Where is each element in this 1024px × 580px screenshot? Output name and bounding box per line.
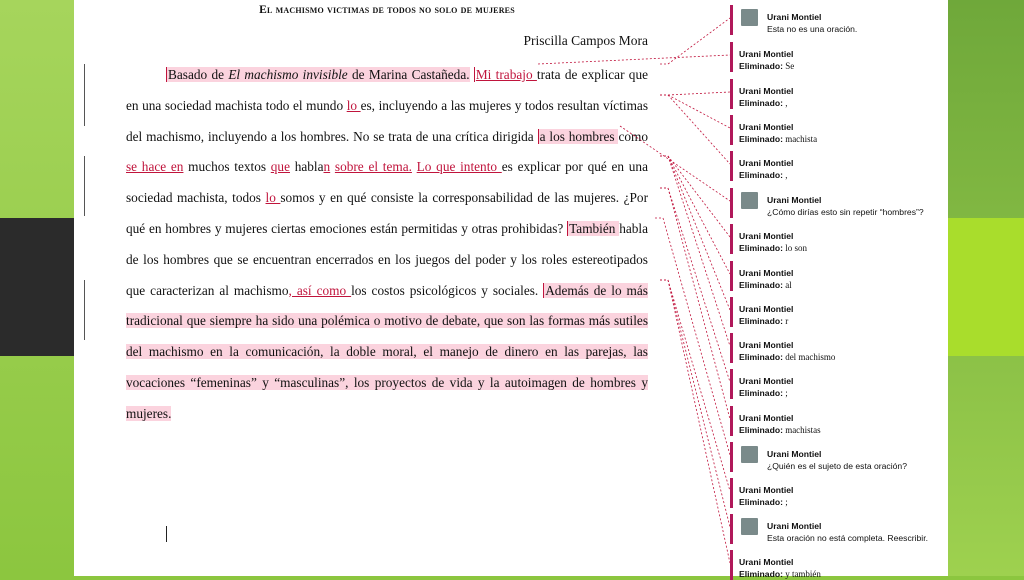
commented-text: a los hombres [539, 128, 619, 144]
comment-author: Urani Montiel [739, 122, 794, 132]
comment-text [767, 207, 924, 217]
commented-text: También [569, 220, 620, 236]
deletion-label: Eliminado: [739, 61, 783, 71]
body-text: somos y en qué consiste la corresponsabilidad de las mujeres. ¿Por qué en hombres y mujeres ciertas emociones están permitidas y otras prohibidas? [126, 190, 649, 236]
deletion-label: Eliminado: [739, 316, 783, 326]
comment-body: ¿Quién es el sujeto de esta oración? [767, 461, 907, 471]
deletion-label: Eliminado: [739, 170, 783, 180]
deletion-balloon[interactable] [730, 224, 951, 254]
comment-pane [730, 0, 948, 579]
deletion-balloon[interactable] [730, 79, 951, 109]
deleted-text: , [782, 98, 788, 108]
body-text: es, incluyendo a las mujeres y todos resultan víctimas del machismo, incluyendo a los hombres. No se trata de una crítica dirigida [126, 97, 649, 144]
comment-author: Urani Montiel [739, 231, 794, 241]
deleted-text: al [782, 280, 792, 290]
deletion-label: Eliminado: [739, 98, 783, 108]
body-text: como [618, 128, 649, 144]
comment-author: Urani Montiel [767, 195, 822, 205]
body-text: habla [289, 159, 324, 175]
tracked-insertion: Mi trabajo [475, 67, 537, 82]
body-text: es explicar por qué en una sociedad machista, todos [126, 159, 648, 206]
comment-text [739, 280, 792, 290]
comment-balloon[interactable] [730, 442, 951, 472]
deletion-balloon[interactable] [730, 42, 951, 72]
comment-author: Urani Montiel [767, 12, 822, 22]
comment-author: Urani Montiel [739, 340, 794, 350]
avatar [741, 518, 758, 535]
commented-text: Basado de [168, 67, 229, 82]
comment-body: Esta oración no está completa. Reescribir. [767, 533, 928, 543]
comment-author: Urani Montiel [739, 304, 794, 314]
comment-author: Urani Montiel [739, 49, 794, 59]
comment-text [739, 170, 787, 180]
slide-band-green [948, 218, 1024, 356]
commented-text: de Marina Castañeda. [347, 67, 470, 82]
comment-author: Urani Montiel [739, 485, 794, 495]
deletion-balloon[interactable] [730, 333, 951, 363]
deletion-label: Eliminado: [739, 388, 783, 398]
comment-text [767, 533, 928, 543]
deleted-text: ; [782, 497, 788, 507]
comment-text [767, 461, 907, 471]
comment-author: Urani Montiel [767, 521, 822, 531]
deletion-label: Eliminado: [739, 497, 783, 507]
body-text: los costos psicológicos y sociales. [351, 282, 544, 298]
deletion-label: Eliminado: [739, 352, 783, 362]
document-body[interactable] [126, 60, 648, 430]
body-text: habla de los hombres que se encuentran encerrados en los juegos del poder y los roles estereotipados que caracterizan al machismo [126, 220, 648, 298]
deleted-text: y también [782, 569, 821, 579]
deletion-label: Eliminado: [739, 280, 783, 290]
deleted-text: ; [782, 388, 788, 398]
deleted-text: r [782, 316, 789, 326]
comment-text [739, 98, 787, 108]
deleted-text: machista [782, 134, 818, 144]
comment-text [739, 425, 821, 435]
slide-band-dark [0, 218, 74, 356]
comment-text [739, 569, 821, 579]
deletion-balloon[interactable] [730, 297, 951, 327]
comment-text [739, 134, 817, 144]
comment-text [739, 316, 788, 326]
comment-body: ¿Cómo dirías esto sin repetir “hombres”? [767, 207, 924, 217]
deletion-label: Eliminado: [739, 134, 783, 144]
comment-author: Urani Montiel [739, 413, 794, 423]
comment-text [739, 61, 794, 71]
comment-text [739, 497, 788, 507]
deletion-balloon[interactable] [730, 369, 951, 399]
body-text: muchos textos [183, 159, 271, 175]
comment-body: Esta no es una oración. [767, 24, 858, 34]
deletion-balloon[interactable] [730, 151, 951, 181]
tracked-insertion: n [323, 159, 331, 175]
comment-author: Urani Montiel [767, 449, 822, 459]
commented-text: El machismo invisible [228, 67, 348, 82]
comment-author: Urani Montiel [739, 86, 794, 96]
document-author: Priscilla Campos Mora [523, 33, 648, 48]
comment-author: Urani Montiel [739, 158, 794, 168]
deleted-text: del machismo [782, 352, 836, 362]
avatar [741, 192, 758, 209]
change-bar [84, 64, 85, 126]
text-cursor [166, 526, 167, 542]
deletion-balloon[interactable] [730, 478, 951, 508]
tracked-insertion: Lo que intento [416, 159, 502, 175]
tracked-insertion: lo [346, 97, 361, 113]
comment-text [739, 243, 807, 253]
avatar [741, 446, 758, 463]
tracked-insertion: que [270, 159, 290, 175]
comment-balloon[interactable] [730, 5, 951, 35]
deletion-balloon[interactable] [730, 115, 951, 145]
comment-author: Urani Montiel [739, 557, 794, 567]
commented-text: Además de lo más tradicional que siempre ha sido una polémica o motivo de debate, que son las formas más sutiles del machismo en la comunicación, la doble moral, el manejo de dinero en las parejas, las vocaciones “femeninas” y “masculinas”, los proyectos de vida y la autoimagen de hombres y mujeres. [126, 282, 648, 421]
tracked-insertion: lo [265, 190, 281, 206]
comment-text [767, 24, 857, 34]
document-title: El machismo victimas de todos no solo de mujeres [259, 4, 515, 16]
deletion-balloon[interactable] [730, 261, 951, 291]
comment-balloon[interactable] [730, 514, 951, 544]
deleted-text: Se [782, 61, 795, 71]
comment-text [739, 388, 788, 398]
comment-author: Urani Montiel [739, 268, 794, 278]
tracked-insertion: , así como [288, 282, 352, 298]
deletion-label: Eliminado: [739, 425, 783, 435]
deletion-balloon[interactable] [730, 406, 951, 436]
deletion-label: Eliminado: [739, 243, 783, 253]
comment-author: Urani Montiel [739, 376, 794, 386]
deleted-text: machistas [782, 425, 821, 435]
change-bar [84, 280, 85, 340]
deletion-label: Eliminado: [739, 569, 783, 579]
tracked-insertion: sobre el tema. [334, 159, 412, 175]
change-bar [84, 156, 85, 216]
tracked-insertion: se hace en [126, 159, 184, 175]
comment-text [739, 352, 835, 362]
deleted-text: , [782, 170, 788, 180]
body-text: trata de explicar que en una sociedad machista todo el mundo [126, 67, 649, 113]
avatar [741, 9, 758, 26]
deleted-text: lo son [782, 243, 807, 253]
comment-balloon[interactable] [730, 188, 951, 218]
